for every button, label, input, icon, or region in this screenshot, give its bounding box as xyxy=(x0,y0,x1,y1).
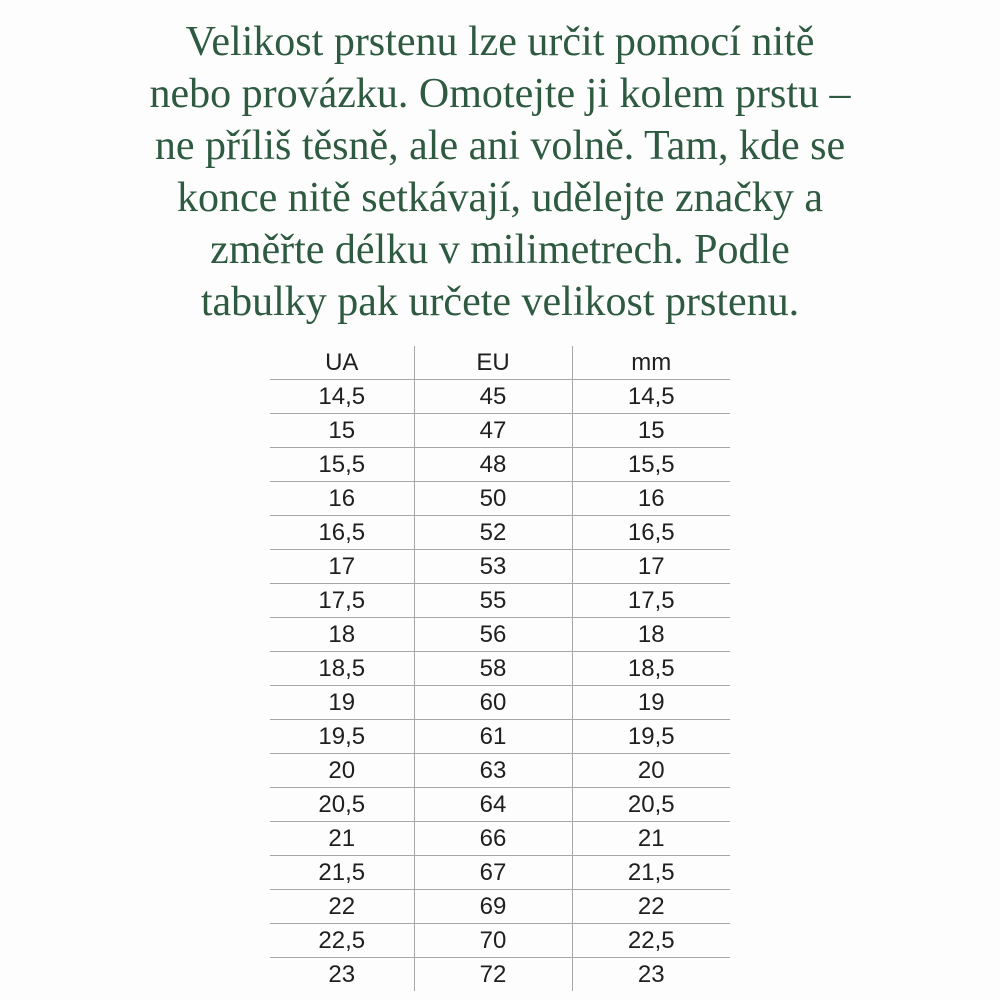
table-row xyxy=(270,414,730,448)
intro-line: změřte délku v milimetrech. Podle xyxy=(210,227,790,273)
table-cell: 19,5 xyxy=(270,720,414,754)
table-cell: 53 xyxy=(414,550,572,584)
table-row xyxy=(270,924,730,958)
table-cell: 67 xyxy=(414,856,572,890)
table-cell: 16 xyxy=(270,482,414,516)
table-cell: 19 xyxy=(270,686,414,720)
table-row xyxy=(270,448,730,482)
table-cell: 15 xyxy=(572,414,730,448)
table-row xyxy=(270,380,730,414)
table-cell: 20,5 xyxy=(572,788,730,822)
size-table-body xyxy=(270,380,730,992)
table-cell: 52 xyxy=(414,516,572,550)
table-cell: 17,5 xyxy=(572,584,730,618)
table-cell: 55 xyxy=(414,584,572,618)
table-cell: 14,5 xyxy=(270,380,414,414)
table-cell: 17 xyxy=(572,550,730,584)
table-row xyxy=(270,550,730,584)
table-cell: 70 xyxy=(414,924,572,958)
table-row xyxy=(270,754,730,788)
table-cell: 22,5 xyxy=(572,924,730,958)
table-row xyxy=(270,652,730,686)
table-row xyxy=(270,584,730,618)
table-cell: 21 xyxy=(572,822,730,856)
intro-line: tabulky pak určete velikost prstenu. xyxy=(200,279,800,325)
table-cell: 23 xyxy=(572,958,730,992)
table-cell: 64 xyxy=(414,788,572,822)
table-cell: 69 xyxy=(414,890,572,924)
intro-line: Velikost prstenu lze určit pomocí nitě xyxy=(185,19,815,65)
table-cell: 47 xyxy=(414,414,572,448)
table-cell: 63 xyxy=(414,754,572,788)
table-cell: 20 xyxy=(572,754,730,788)
table-row xyxy=(270,958,730,992)
table-row xyxy=(270,788,730,822)
table-cell: 15,5 xyxy=(572,448,730,482)
table-cell: 72 xyxy=(414,958,572,992)
table-cell: 18 xyxy=(572,618,730,652)
ring-size-instructions xyxy=(0,0,1000,328)
table-cell: 16,5 xyxy=(572,516,730,550)
table-cell: 15 xyxy=(270,414,414,448)
table-cell: 18 xyxy=(270,618,414,652)
table-cell: 61 xyxy=(414,720,572,754)
table-cell: 20,5 xyxy=(270,788,414,822)
table-row xyxy=(270,618,730,652)
table-cell: 23 xyxy=(328,961,356,988)
table-cell: 21,5 xyxy=(572,856,730,890)
table-row xyxy=(270,686,730,720)
table-cell: 19 xyxy=(572,686,730,720)
ring-size-table xyxy=(270,346,730,991)
intro-line: ne příliš těsně, ale ani volně. Tam, kde se xyxy=(154,123,846,169)
table-cell: 15,5 xyxy=(270,448,414,482)
table-cell: 14,5 xyxy=(572,380,730,414)
intro-line: konce nitě setkávají, udělejte značky a xyxy=(176,175,824,221)
table-row xyxy=(270,890,730,924)
table-header-row xyxy=(270,346,730,380)
header-cell-mm: mm xyxy=(572,346,730,380)
table-cell: 56 xyxy=(414,618,572,652)
table-cell: 21 xyxy=(270,822,414,856)
table-cell: 22,5 xyxy=(270,924,414,958)
table-row xyxy=(270,482,730,516)
table-row xyxy=(270,856,730,890)
table-cell: 18,5 xyxy=(572,652,730,686)
table-row xyxy=(270,720,730,754)
size-table-container xyxy=(0,346,1000,991)
table-cell: 60 xyxy=(414,686,572,720)
table-cell: 48 xyxy=(414,448,572,482)
table-row xyxy=(270,516,730,550)
header-cell-eu: EU xyxy=(414,346,572,380)
table-cell: 22 xyxy=(572,890,730,924)
table-cell: 20 xyxy=(270,754,414,788)
table-cell: 58 xyxy=(414,652,572,686)
table-cell: 17 xyxy=(270,550,414,584)
table-cell: 19,5 xyxy=(572,720,730,754)
table-cell: 21,5 xyxy=(270,856,414,890)
table-cell: 18,5 xyxy=(270,652,414,686)
table-cell: 17,5 xyxy=(270,584,414,618)
table-cell: 16 xyxy=(572,482,730,516)
table-cell: 45 xyxy=(414,380,572,414)
table-cell: 16,5 xyxy=(270,516,414,550)
table-cell: 50 xyxy=(414,482,572,516)
table-row xyxy=(270,822,730,856)
intro-line: nebo provázku. Omotejte ji kolem prstu – xyxy=(149,71,851,117)
header-cell-ua: UA xyxy=(270,346,414,380)
table-cell: 22 xyxy=(270,890,414,924)
table-cell: 66 xyxy=(414,822,572,856)
